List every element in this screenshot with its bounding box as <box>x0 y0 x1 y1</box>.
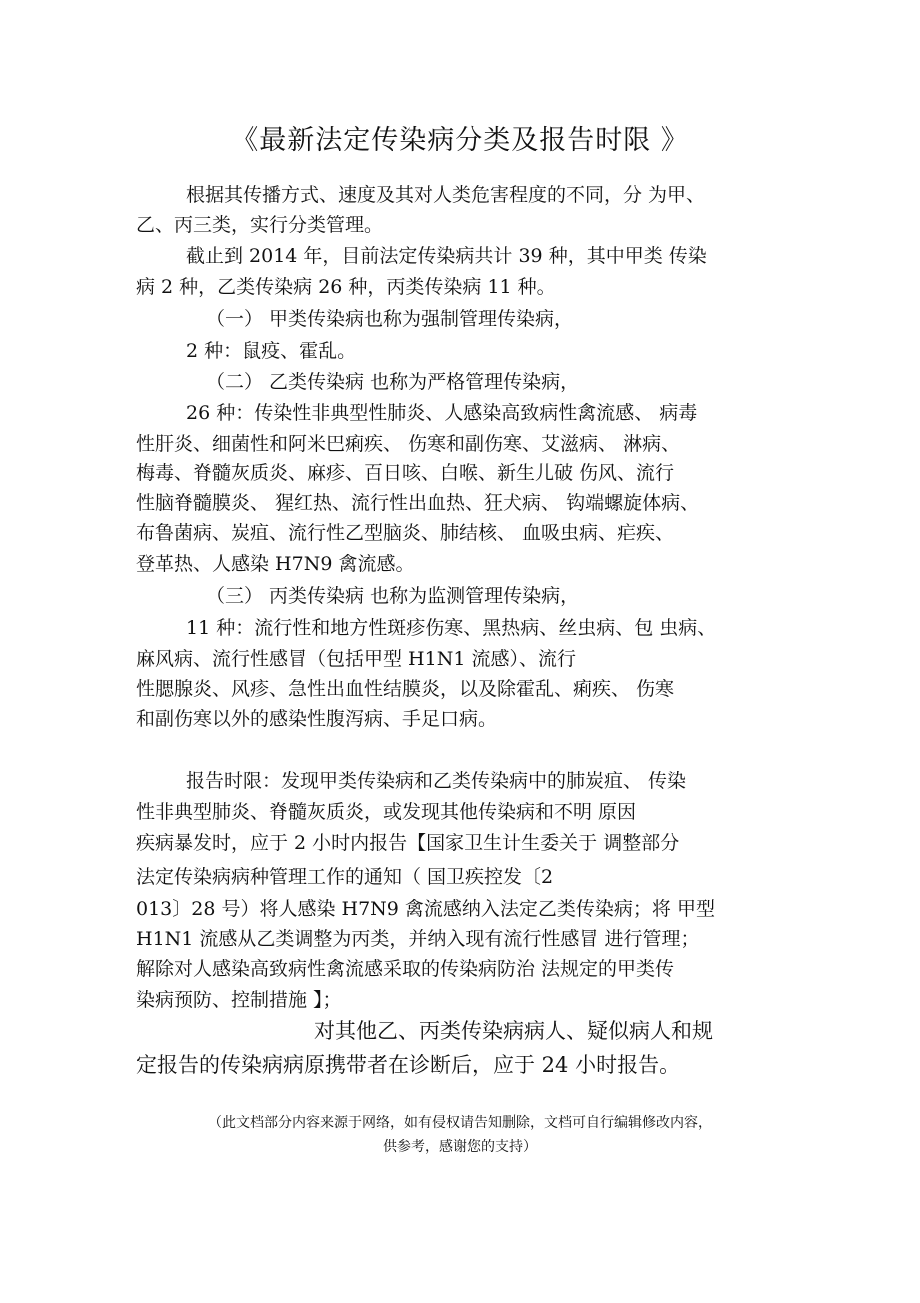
text-line: 性肝炎、细菌性和阿米巴痢疾、 伤寒和副伤寒、艾滋病、 淋病、 <box>136 433 681 455</box>
text-line: 和副伤寒以外的感染性腹泻病、手足口病。 <box>136 708 498 730</box>
text-line: 26 种：传染性非典型性肺炎、人感染高致病性禽流感、 病毒 <box>186 402 698 424</box>
text-line: 截止到 2014 年，目前法定传染病共计 39 种，其中甲类 传染 <box>186 245 707 267</box>
text-line: 11 种：流行性和地方性斑疹伤寒、黑热病、丝虫病、包 虫病、 <box>186 617 717 639</box>
text-line: 病 2 种，乙类传染病 26 种，丙类传染病 11 种。 <box>136 276 556 298</box>
text-line: （一） 甲类传染病也称为强制管理传染病， <box>206 308 574 330</box>
text-line: 乙、丙三类，实行分类管理。 <box>136 214 384 236</box>
text-line: 根据其传播方式、速度及其对人类危害程度的不同，分 为甲、 <box>186 184 706 206</box>
text-line: 布鲁菌病、炭疽、流行性乙型脑炎、肺结核、 血吸虫病、疟疾、 <box>136 522 675 544</box>
text-line: 疾病暴发时，应于 2 小时内报告【国家卫生计生委关于 调整部分 <box>136 832 680 854</box>
text-line: 对其他乙、丙类传染病病人、疑似病人和规 <box>314 1019 713 1043</box>
footnote-line: 供参考，感谢您的支持） <box>383 1139 537 1155</box>
text-line: 梅毒、脊髓灰质炎、麻疹、百日咳、白喉、新生儿破 伤风、流行 <box>136 462 675 484</box>
text-line: 法定传染病病种管理工作的通知（ 国卫疾控发〔2 <box>136 866 554 888</box>
text-line: （三） 丙类传染病 也称为监测管理传染病， <box>206 585 580 607</box>
text-line: 性非典型肺炎、脊髓灰质炎，或发现其他传染病和不明 原因 <box>136 801 637 823</box>
text-line: 麻风病、流行性感冒（包括甲型 H1N1 流感）、流行 <box>136 648 576 670</box>
footnote-line: （此文档部分内容来源于网络，如有侵权请告知删除，文档可自行编辑修改内容， <box>208 1115 712 1131</box>
text-line: H1N1 流感从乙类调整为丙类，并纳入现有流行性感冒 进行管理； <box>136 928 700 950</box>
text-line: 解除对人感染高致病性禽流感采取的传染病防治 法规定的甲类传 <box>136 958 675 980</box>
text-line: （二） 乙类传染病 也称为严格管理传染病， <box>206 371 580 393</box>
text-line: 定报告的传染病病原携带者在诊断后，应于 24 小时报告。 <box>136 1053 681 1077</box>
text-line: 染病预防、控制措施 】； <box>136 989 342 1011</box>
text-line: 登革热、人感染 H7N9 禽流感。 <box>136 553 415 575</box>
text-line: 性脑脊髓膜炎、 猩红热、流行性出血热、狂犬病、 钩端螺旋体病、 <box>136 492 700 514</box>
text-line: 013〕28 号）将人感染 H7N9 禽流感纳入法定乙类传染病；将 甲型 <box>136 898 715 920</box>
text-line: 报告时限：发现甲类传染病和乙类传染病中的肺炭疽、 传染 <box>186 770 687 792</box>
text-line: 性腮腺炎、风疹、急性出血性结膜炎，以及除霍乱、痢疾、 伤寒 <box>136 678 675 700</box>
text-line: 2 种：鼠疫、霍乱。 <box>186 340 357 362</box>
document-title: 《最新法定传染病分类及报告时限 》 <box>231 125 689 156</box>
